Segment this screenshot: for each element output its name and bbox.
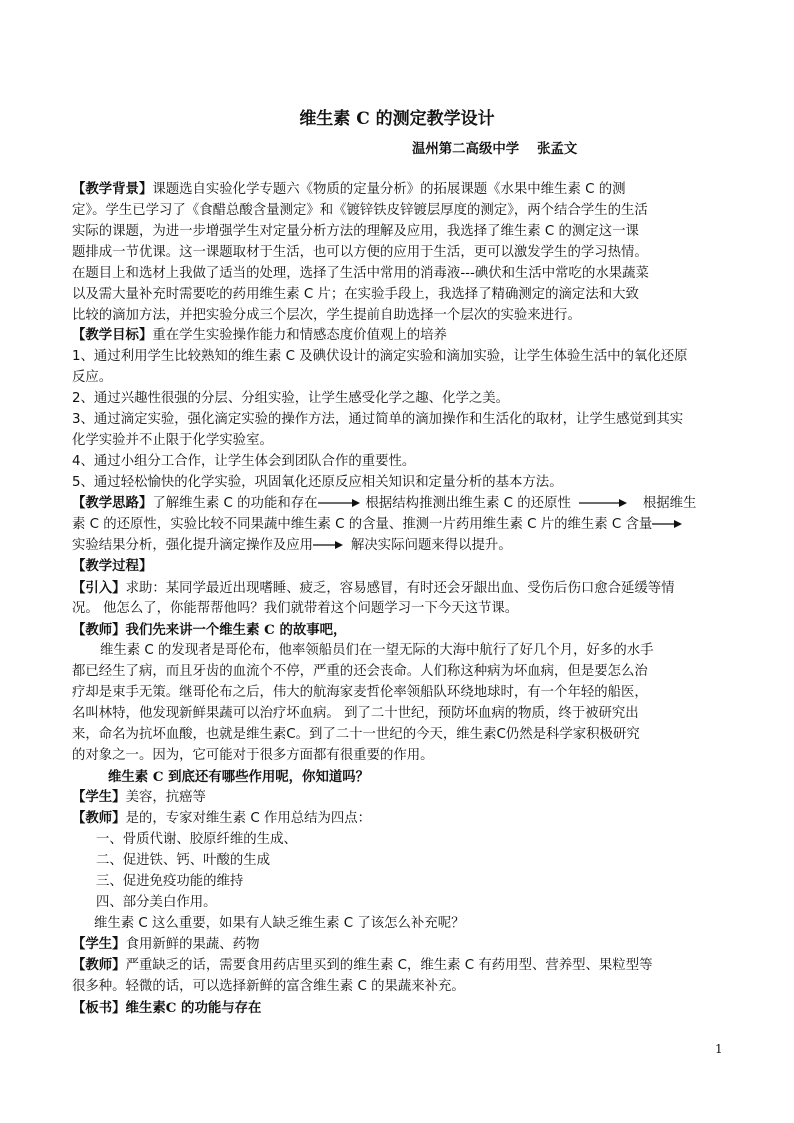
flow-arrow-icon [318,498,360,508]
background-line-6: 以及需大量补充时需要吃的药用维生素 C 片；在实验手段上，我选择了精确测定的滴定法和大致 [72,287,639,302]
thinking-line-3: 实验结果分析，强化提升滴定操作及应用 解决实际问题来得以提升。 [72,538,512,553]
story-line-5: 来，命名为抗坏血酸，也就是维生素C。到了二十一世纪的今天，维生素C仍然是科学家积极研究 [72,727,640,742]
thinking-line-2: 素 C 的还原性，实验比较不同果蔬中维生素 C 的含量、推测一片药用维生素 C 片的维生素 C 含量 [72,515,726,535]
student-answer-1: 【学生】美容，抗癌等 [72,790,206,805]
story-line-4: 名叫林特，他发现新鲜果蔬可以治疗坏血病。 到了二十世纪，预防坏血病的物质，终于被研究出 [72,706,639,721]
background-line-2: 定》。学生已学习了《食醋总酸含量测定》和《镀锌铁皮锌镀层厚度的测定》，两个结合学生的生活 [72,203,648,218]
story-line-6: 的对象之一。因为，它可能对于很多方面都有很重要的作用。 [72,748,434,763]
function-3: 三、促进免疫功能的维持 [96,874,244,889]
intro-label: 【引入】 [72,580,126,596]
teacher-reply-1: 【教师】是的，专家对维生素 C 作用总结为四点： [72,811,372,826]
question-2: 维生素 C 这么重要，如果有人缺乏维生素 C 了该怎么补充呢？ [94,916,465,931]
goal-4: 4、通过小组分工合作，让学生体会到团队合作的重要性。 [72,454,416,469]
document-title: 维生素 C 的测定教学设计 [299,109,495,129]
author-name: 张孟文 [537,141,578,157]
goal-5: 5、通过轻松愉快的化学实验，巩固氧化还原反应相关知识和定量分析的基本方法。 [72,475,563,490]
background-line-1: 【教学背景】课题选自实验化学专题六《物质的定量分析》的拓展课题《水果中维生素 C 的测 [72,182,626,197]
background-line-3: 实际的课题，为进一步增强学生对定量分析方法的理解及应用，我选择了维生素 C 的测定这一课 [72,224,639,239]
goals-heading: 【教学目标】重在学生实验操作能力和情感态度价值观上的培养 [72,328,447,343]
goal-3-cont: 化学实验并不止限于化学实验室。 [72,433,273,448]
goal-1-cont: 反应。 [72,370,113,385]
teacher-reply-2-cont: 很多种。轻微的话，可以选择新鲜的富含维生素 C 的果蔬来补充。 [72,979,465,994]
function-1: 一、骨质代谢、胶原纤维的生成、 [96,832,297,847]
flow-arrow-icon [313,540,343,550]
intro-line-1: 【引入】求助：某同学最近出现嗜睡、疲乏，容易感冒，有时还会牙龈出血、受伤后伤口愈合延缓等情 [72,580,675,596]
flow-arrow-icon [579,498,627,508]
board-heading: 【板书】维生素C 的功能与存在 [72,1000,262,1016]
thinking-label: 【教学思路】 [72,496,153,511]
page-number: 1 [715,1042,723,1056]
author-line [412,138,577,157]
story-line-1: 维生素 C 的发现者是哥伦布，他率领船员们在一望无际的大海中航行了好几个月，好多的水手 [100,643,654,658]
background-line-4: 题排成一节优课。这一课题取材于生活，也可以方便的应用于生活，更可以激发学生的学习热情。 [72,245,648,260]
goals-label: 【教学目标】 [72,328,153,343]
flow-arrow-icon [652,519,682,529]
goal-1: 1、通过利用学生比较熟知的维生素 C 及碘伏设计的滴定实验和滴加实验，让学生体验生活中的氧化还原 [72,349,688,364]
intro-line-2: 况。 他怎么了，你能帮帮他吗？我们就带着这个问题学习一下今天这节课。 [72,601,519,616]
function-2: 二、促进铁、钙、叶酸的生成 [96,853,271,868]
thinking-line-1: 【教学思路】了解维生素 C 的功能和存在 根据结构推测出维生素 C 的还原性 根据维生 [72,496,697,511]
goal-3: 3、通过滴定实验，强化滴定实验的操作方法，通过简单的滴加操作和生活化的取材，让学生感觉到其实 [72,412,684,427]
story-line-2: 都已经生了病，而且牙齿的血流个不停，严重的还会丧命。人们称这种病为坏血病，但是要怎么治 [72,664,648,679]
student-answer-2: 【学生】食用新鲜的果蔬、药物 [72,937,260,952]
question-1: 维生素 C 到底还有哪些作用呢，你知道吗？ [108,769,370,785]
background-line-5: 在题目上和选材上我做了适当的处理，选择了生活中常用的消毒液---碘伏和生活中常吃的水果蔬菜 [72,266,649,281]
background-label: 【教学背景】 [72,182,153,197]
author-school: 温州第二高级中学 [412,141,520,157]
background-line-7: 比较的滴加方法，并把实验分成三个层次，学生提前自助选择一个层次的实验来进行。 [72,308,581,323]
function-4: 四、部分美白作用。 [96,895,217,910]
teacher-reply-2: 【教师】严重缺乏的话，需要食用药店里买到的维生素 C，维生素 C 有药用型、营养型、果粒型等 [72,958,653,973]
story-line-3: 疗却是束手无策。继哥伦布之后，伟大的航海家麦哲伦率领船队环绕地球时，有一个年轻的船医， [72,685,648,700]
goal-2: 2、通过兴趣性很强的分层、分组实验，让学生感受化学之趣、化学之美。 [72,391,510,406]
process-heading: 【教学过程】 [72,559,153,574]
teacher-story-heading: 【教师】我们先来讲一个维生素 C 的故事吧， [72,622,347,638]
